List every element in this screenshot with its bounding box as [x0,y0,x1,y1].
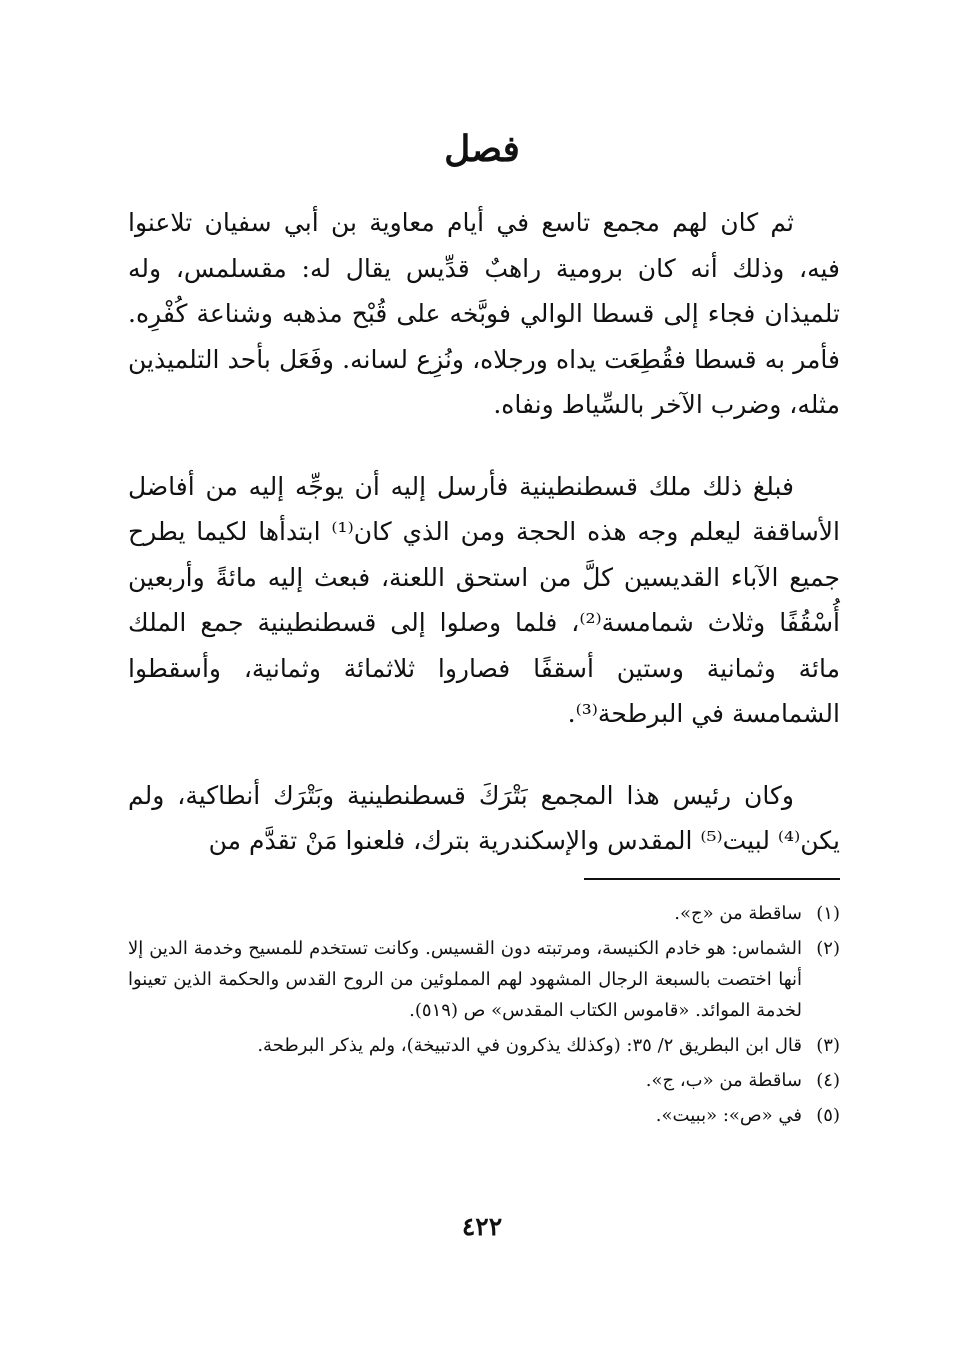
footnote-divider [584,878,840,880]
footnote-number: (١) [816,903,840,924]
footnote-number: (٢) [816,938,840,959]
footnote [128,1100,840,1131]
footnote-text: ساقطة من «ج». [674,903,802,924]
paragraph: وكان رئيس هذا المجمع بَتْرَكَ قسطنطينية وبَتْرَك أنطاكية، ولم يكن⁽⁴⁾ لبيت⁽⁵⁾ المقدس والإسكندرية بترك، فلعنوا مَنْ تقدَّم من [128,780,840,855]
footnote-number: (٣) [816,1035,840,1056]
paragraph: فبلغ ذلك ملك قسطنطينية فأرسل إليه أن يوجِّه إليه من أفاضل الأساقفة ليعلم وجه هذه الحجة ومن الذي كان⁽¹⁾ ابتدأها لكيما يطرح جميع الآباء القديسين كلَّ من استحق اللعنة، فبعث إليه مائةً وأربعين أُسْقُفًا وثلاث شمامسة⁽²⁾، فلما وصلوا إلى قسطنطينية جمع الملك مائة وثمانية وستين أسقفًا فصاروا ثلاثمائة وثمانية، وأسقطوا الشمامسة في البرطحة⁽³⁾. [128,471,841,728]
footnote [128,933,840,1026]
footnote-text: الشماس: هو خادم الكنيسة، ومرتبته دون القسيس. وكانت تستخدم للمسيح وخدمة الدين إلا أنها اختصت بالسبعة الرجال المشهود لهم المملوئين من الروح القدس والحكمة الذين تعينوا لخدمة الموائد. «قاموس الكتاب المقدس» ص (٥١٩). [128,938,802,1021]
footnote-text: قال ابن البطريق ٢/ ٣٥: (وكذلك يذكرون في الدتبيخة)، ولم يذكر البرطحة. [257,1035,802,1056]
footnote [128,898,840,929]
section-title: فصل [444,128,520,170]
footnote [128,1030,840,1061]
footnotes [128,898,840,1135]
footnote-number: (٤) [816,1070,840,1091]
footnote-number: (٥) [816,1105,840,1126]
paragraph: ثم كان لهم مجمع تاسع في أيام معاوية بن أبي سفيان تلاعنوا فيه، وذلك أنه كان برومية راهبٌ قدِّيس يقال له: مقسلمس، وله تلميذان فجاء إلى قسطا الوالي فوبَّخه على قُبْح مذهبه وشناعة كُفْرِه. فأمر به قسطا فقُطِعَت يداه ورجلاه، ونُزِع لسانه. وفَعَل بأحد التلميذين مثله، وضرب الآخر بالسِّياط ونفاه. [128,208,840,419]
footnote-text: في «ص»: «ببيت». [655,1105,802,1126]
body-text [128,200,840,900]
page-number: ٤٢٢ [461,1212,503,1241]
footnote [128,1065,840,1096]
footnote-text: ساقطة من «ب، ج». [645,1070,802,1091]
